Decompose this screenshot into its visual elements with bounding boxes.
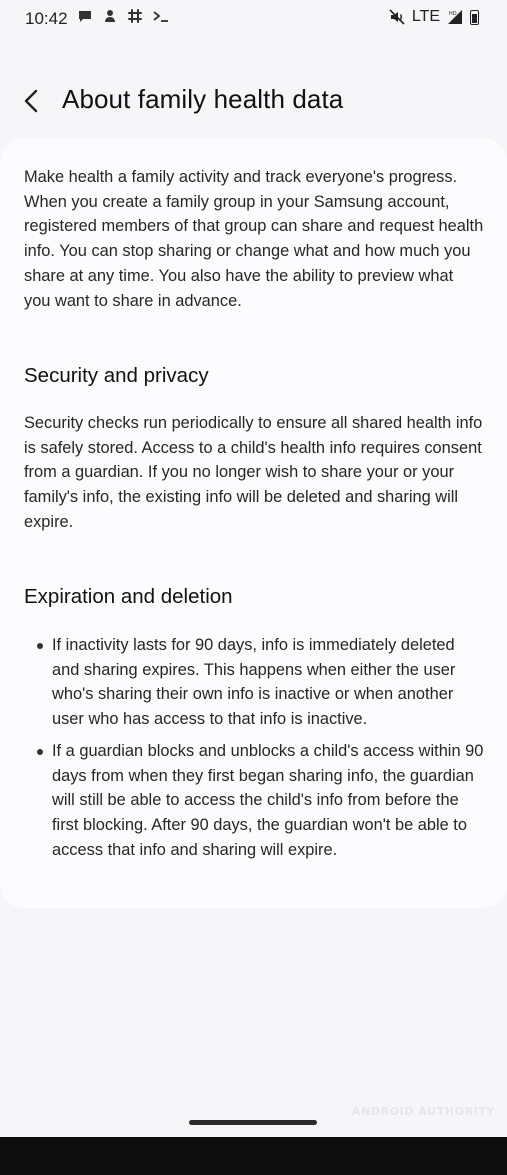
expiration-heading: Expiration and deletion (24, 585, 233, 608)
status-system-icons (388, 8, 479, 26)
slack-icon (127, 8, 143, 26)
status-bar (0, 0, 507, 38)
navigation-bar (0, 1137, 507, 1175)
back-button[interactable] (14, 83, 50, 119)
list-item (24, 739, 484, 863)
game-icon (102, 8, 118, 26)
bullet-icon (37, 749, 43, 755)
list-item-text: If inactivity lasts for 90 days, info is immediately deleted and sharing expires. This happens when either the user who's sharing their own info is inactive or when another user who has access to that info is inactive. (52, 636, 456, 729)
list-item (24, 633, 484, 732)
home-gesture-handle[interactable] (189, 1120, 317, 1125)
status-notification-icons (77, 8, 168, 26)
message-icon (77, 8, 93, 26)
terminal-icon (152, 8, 168, 26)
battery-icon (470, 10, 479, 25)
list-item-text: If a guardian blocks and unblocks a child's access within 90 days from when they first began sharing info, the guardian will still be able to access the child's info from before the first blocking. After 90 days, the guardian won't be able to access that info and sharing will expire. (52, 741, 484, 859)
page-title: About family health data (62, 84, 344, 114)
mute-icon (388, 8, 406, 26)
watermark: ANDROID AUTHORITY (351, 1105, 495, 1118)
security-heading: Security and privacy (24, 364, 209, 387)
network-label: LTE (411, 8, 440, 25)
intro-paragraph: Make health a family activity and track everyone's progress. When you create a family group in your Samsung account, registered members of that group can share and request health info. You can stop sharing or change what and how much you share at any time. You also have the ability to preview what you want to share in advance. (24, 168, 484, 310)
bullet-icon (37, 643, 43, 649)
status-time: 10:42 (25, 9, 68, 28)
network-badge: HD (449, 11, 457, 17)
content-card (0, 138, 507, 908)
security-paragraph: Security checks run periodically to ensure all shared health info is safely stored. Access to a child's health info requires consent from a guardian. If you no longer wish to share your or your family's info, the existing info will be deleted and sharing will expire. (24, 414, 483, 531)
chevron-left-icon (22, 89, 42, 113)
app-header (0, 70, 507, 130)
signal-icon (446, 8, 464, 26)
expiration-list (24, 633, 484, 869)
